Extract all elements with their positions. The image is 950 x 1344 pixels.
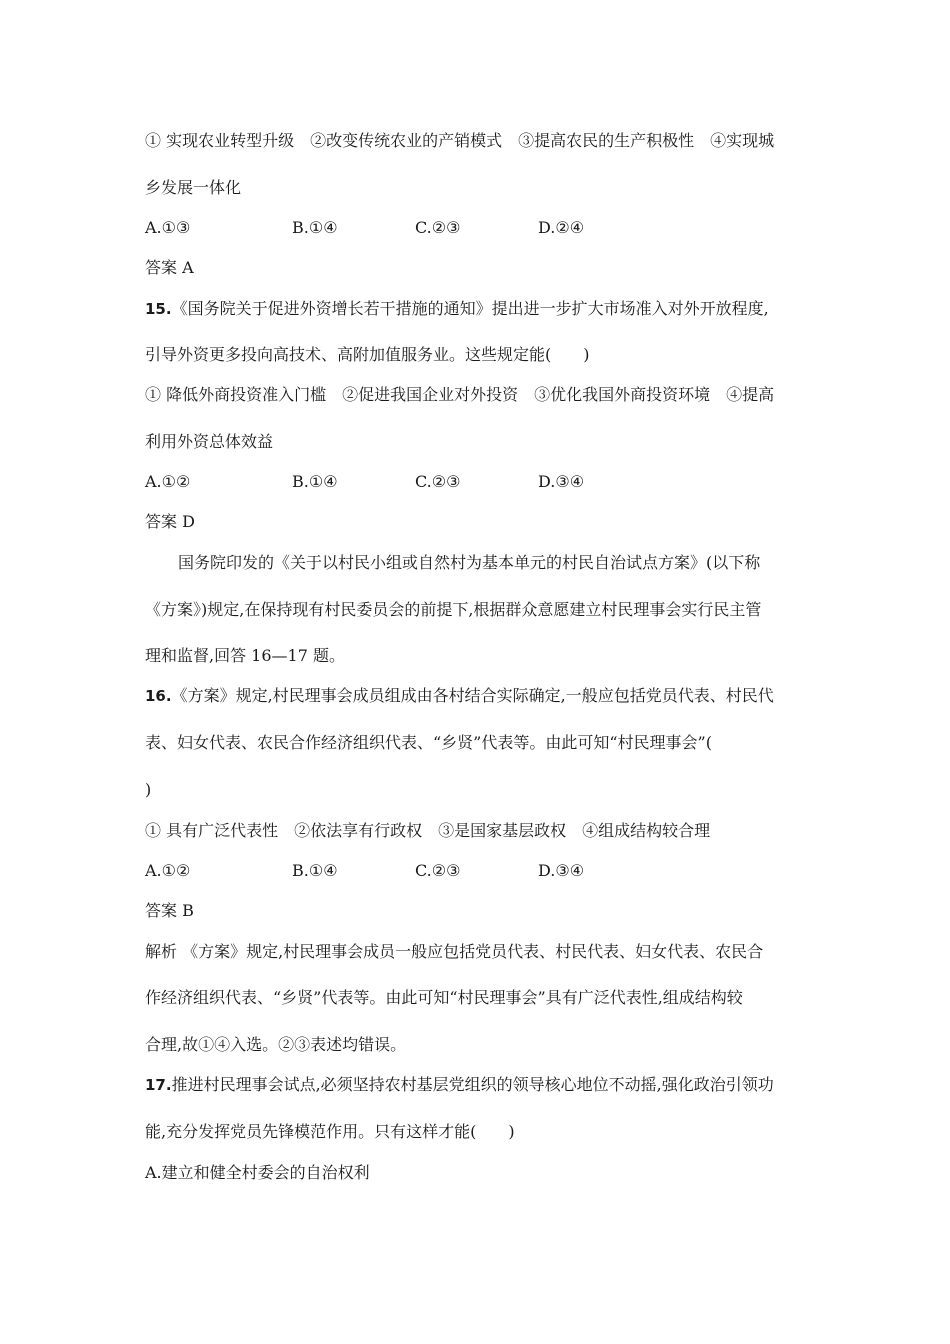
q14-option-d: D.②④ xyxy=(538,218,585,237)
q15-answer: 答案 D xyxy=(145,512,195,531)
q15-stem-text: 《国务院关于促进外资增长若干措施的通知》提出进一步扩大市场准入对外开放程度, xyxy=(171,299,769,318)
q17-option-a: A.建立和健全村委会的自治权利 xyxy=(145,1163,370,1182)
q16-stem-text: 《方案》规定,村民理事会成员组成由各村结合实际确定,一般应包括党员代表、村民代 xyxy=(171,686,774,705)
q15-number: 15. xyxy=(145,300,172,318)
q16-stem-line1 xyxy=(145,686,774,706)
q17-number: 17. xyxy=(145,1076,172,1094)
q14-option-a: A.①③ xyxy=(145,218,191,237)
q17-stem-line2: 能,充分发挥党员先锋模范作用。只有这样才能( ) xyxy=(145,1122,515,1141)
q14-statements-line1: ① 实现农业转型升级 ②改变传统农业的产销模式 ③提高农民的生产积极性 ④实现城 xyxy=(145,131,775,150)
q14-statements-line2: 乡发展一体化 xyxy=(145,178,242,197)
q16-analysis-line2: 作经济组织代表、“乡贤”代表等。由此可知“村民理事会”具有广泛代表性,组成结构较 xyxy=(145,988,743,1007)
q16-analysis-line3: 合理,故①④入选。②③表述均错误。 xyxy=(145,1035,407,1054)
q17-stem-line1 xyxy=(145,1075,774,1095)
q16-option-a: A.①② xyxy=(145,861,191,880)
q15-option-d: D.③④ xyxy=(538,472,585,491)
q14-option-c: C.②③ xyxy=(415,218,461,237)
q16-number: 16. xyxy=(145,687,172,705)
q16-option-c: C.②③ xyxy=(415,861,461,880)
q16-stem-line2: 表、妇女代表、农民合作经济组织代表、“乡贤”代表等。由此可知“村民理事会”( xyxy=(145,733,712,752)
q15-statements-line2: 利用外资总体效益 xyxy=(145,432,274,451)
q15-stem-line1 xyxy=(145,299,769,319)
q15-option-c: C.②③ xyxy=(415,472,461,491)
q15-option-b: B.①④ xyxy=(292,472,338,491)
passage-line3: 理和监督,回答 16—17 题。 xyxy=(145,646,345,665)
q15-statements-line1: ① 降低外商投资准入门槛 ②促进我国企业对外投资 ③优化我国外商投资环境 ④提高 xyxy=(145,385,775,404)
q16-stem-line3: ) xyxy=(145,780,152,799)
q15-option-a: A.①② xyxy=(145,472,191,491)
q16-option-b: B.①④ xyxy=(292,861,338,880)
q16-analysis-line1: 解析 《方案》规定,村民理事会成员一般应包括党员代表、村民代表、妇女代表、农民合 xyxy=(145,942,764,961)
q14-option-b: B.①④ xyxy=(292,218,338,237)
q16-option-d: D.③④ xyxy=(538,861,585,880)
q14-answer: 答案 A xyxy=(145,258,194,277)
q17-stem-text: 推进村民理事会试点,必须坚持农村基层党组织的领导核心地位不动摇,强化政治引领功 xyxy=(171,1075,774,1094)
passage-line2: 《方案》)规定,在保持现有村民委员会的前提下,根据群众意愿建立村民理事会实行民主管 xyxy=(145,600,762,619)
passage-line1: 国务院印发的《关于以村民小组或自然村为基本单元的村民自治试点方案》(以下称 xyxy=(178,553,761,572)
q16-statements: ① 具有广泛代表性 ②依法享有行政权 ③是国家基层政权 ④组成结构较合理 xyxy=(145,821,711,840)
q16-answer: 答案 B xyxy=(145,901,194,920)
q15-stem-line2: 引导外资更多投向高技术、高附加值服务业。这些规定能( ) xyxy=(145,345,590,364)
